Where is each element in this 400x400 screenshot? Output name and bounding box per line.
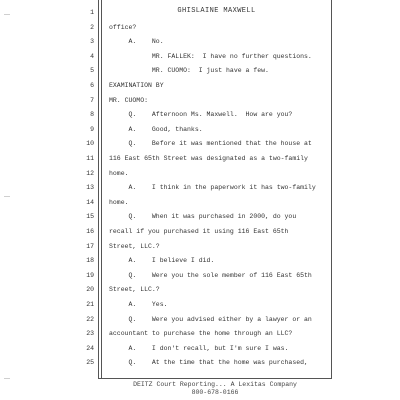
line-text: Q. Were you advised either by a lawyer or an (109, 315, 312, 323)
line-text: A. I think in the paperwork it has two-family (109, 184, 316, 192)
line-number: 25 (86, 359, 94, 367)
line-number: 12 (86, 169, 94, 177)
transcript-line (0, 257, 400, 271)
line-number: 8 (90, 111, 94, 119)
frame-bottom-rule (98, 378, 332, 379)
line-text: A. Yes. (109, 301, 168, 308)
transcript-line (0, 38, 400, 52)
line-text: home. (109, 198, 129, 206)
line-text: accountant to purchase the home through an LLC? (109, 330, 293, 338)
transcript-line (0, 170, 400, 184)
line-text: MR. CUOMO: (109, 96, 149, 104)
line-number: 4 (90, 52, 94, 60)
line-text: 116 East 65th Street was designated as a two-family (109, 155, 308, 162)
line-text: Q. Afternoon Ms. Maxwell. How are you? (109, 111, 293, 119)
transcript-line (0, 359, 400, 373)
line-text: A. Good, thanks. (109, 125, 203, 133)
transcript-line (0, 82, 400, 96)
transcript-line (0, 199, 400, 213)
line-number: 21 (86, 301, 94, 308)
transcript-line (0, 272, 400, 286)
transcript-line (0, 213, 400, 227)
line-text: office? (109, 23, 137, 31)
line-text: A. No. (109, 38, 164, 46)
transcript-line (0, 24, 400, 38)
line-number: 18 (86, 257, 94, 265)
line-number: 7 (90, 96, 94, 104)
transcript-line (0, 243, 400, 257)
line-number: 1 (90, 9, 94, 16)
line-number: 11 (86, 155, 94, 162)
line-number: 6 (90, 82, 94, 89)
line-number: 22 (86, 315, 94, 323)
line-number: 3 (90, 38, 94, 46)
transcript-line (0, 286, 400, 300)
line-number: 17 (86, 242, 94, 250)
transcript-line (0, 53, 400, 67)
line-text: recall if you purchased it using 116 East 65th (109, 228, 289, 235)
line-number: 13 (86, 184, 94, 192)
line-number: 23 (86, 330, 94, 338)
line-text: Street, LLC.? (109, 242, 160, 250)
line-text: Q. Before it was mentioned that the house at (109, 140, 312, 148)
footer-phone: 800-678-0166 (191, 389, 239, 396)
transcript-line (0, 97, 400, 111)
line-text: MR. FALLEK: I have no further questions. (109, 52, 312, 60)
transcript-line (0, 184, 400, 198)
line-number: 24 (86, 344, 94, 352)
page-header: GHISLAINE MAXWELL (177, 7, 256, 15)
transcript-line (0, 330, 400, 344)
transcript-line (0, 67, 400, 81)
transcript-line (0, 345, 400, 359)
transcript-line (0, 301, 400, 315)
line-text: Q. When it was purchased in 2000, do you (109, 213, 297, 221)
line-number: 20 (86, 286, 94, 294)
line-number: 2 (90, 23, 94, 31)
transcript-line (0, 140, 400, 154)
margin-tick (4, 378, 10, 379)
line-text: EXAMINATION BY (109, 82, 164, 89)
line-number: 19 (86, 271, 94, 279)
line-text: Q. At the time that the home was purchased, (109, 359, 308, 367)
transcript-line (0, 126, 400, 140)
line-number: 16 (86, 228, 94, 235)
line-number: 9 (90, 125, 94, 133)
footer-company: DEITZ Court Reporting... A Lexitas Company (133, 381, 297, 388)
transcript-line (0, 155, 400, 169)
transcript-line (0, 228, 400, 242)
line-text: Street, LLC.? (109, 286, 160, 294)
transcript-line (0, 316, 400, 330)
line-text: A. I believe I did. (109, 257, 215, 265)
line-text: Q. Were you the sole member of 116 East 65th (109, 271, 312, 279)
line-number: 14 (86, 198, 94, 206)
line-text: MR. CUOMO: I just have a few. (109, 67, 269, 75)
line-number: 5 (90, 67, 94, 75)
line-text: home. (109, 169, 129, 177)
transcript-line (0, 9, 400, 23)
line-number: 10 (86, 140, 94, 148)
line-text: A. I don't recall, but I'm sure I was. (109, 344, 289, 352)
transcript-line (0, 111, 400, 125)
line-number: 15 (86, 213, 94, 221)
